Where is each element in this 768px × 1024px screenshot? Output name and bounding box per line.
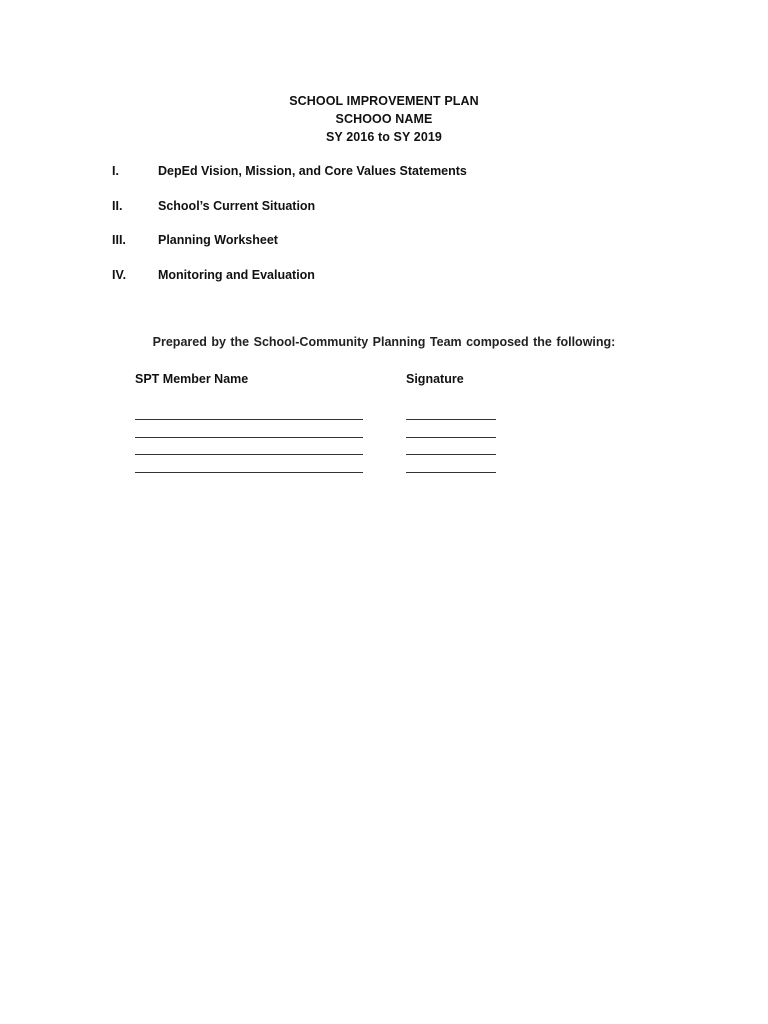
school-name: SCHOOO NAME <box>335 112 433 126</box>
member-name-blank-line <box>135 419 363 420</box>
signature-column-header: Signature <box>406 372 464 386</box>
member-name-column-header: SPT Member Name <box>135 372 249 386</box>
school-year: SY 2016 to SY 2019 <box>325 130 442 144</box>
signature-table <box>135 406 535 476</box>
member-name-blank-line <box>135 454 363 455</box>
prepared-by-statement: Prepared by the School-Community Planning Team composed the following: <box>152 335 616 349</box>
toc-label: Planning Worksheet <box>158 233 278 247</box>
toc-number: II. <box>112 198 123 213</box>
document-title-block <box>0 92 768 146</box>
signature-blank-line <box>406 419 496 420</box>
member-name-blank-line <box>135 437 363 438</box>
signature-blank-line <box>406 437 496 438</box>
table-of-contents <box>112 160 672 298</box>
toc-number: IV. <box>112 267 127 282</box>
toc-item <box>112 195 672 230</box>
toc-number: III. <box>112 233 126 247</box>
toc-item <box>112 264 672 299</box>
toc-item <box>112 160 672 195</box>
table-row <box>135 459 535 477</box>
signature-blank-line <box>406 454 496 455</box>
toc-label: Monitoring and Evaluation <box>158 267 315 282</box>
table-row <box>135 406 535 424</box>
document-title: SCHOOL IMPROVEMENT PLAN <box>289 94 479 108</box>
toc-item <box>112 229 672 264</box>
toc-label: School’s Current Situation <box>158 198 316 213</box>
signature-blank-line <box>406 472 496 473</box>
toc-label: DepEd Vision, Mission, and Core Values Statements <box>158 164 467 178</box>
table-row <box>135 424 535 442</box>
table-row <box>135 441 535 459</box>
toc-number: I. <box>112 164 119 178</box>
member-name-blank-line <box>135 472 363 473</box>
